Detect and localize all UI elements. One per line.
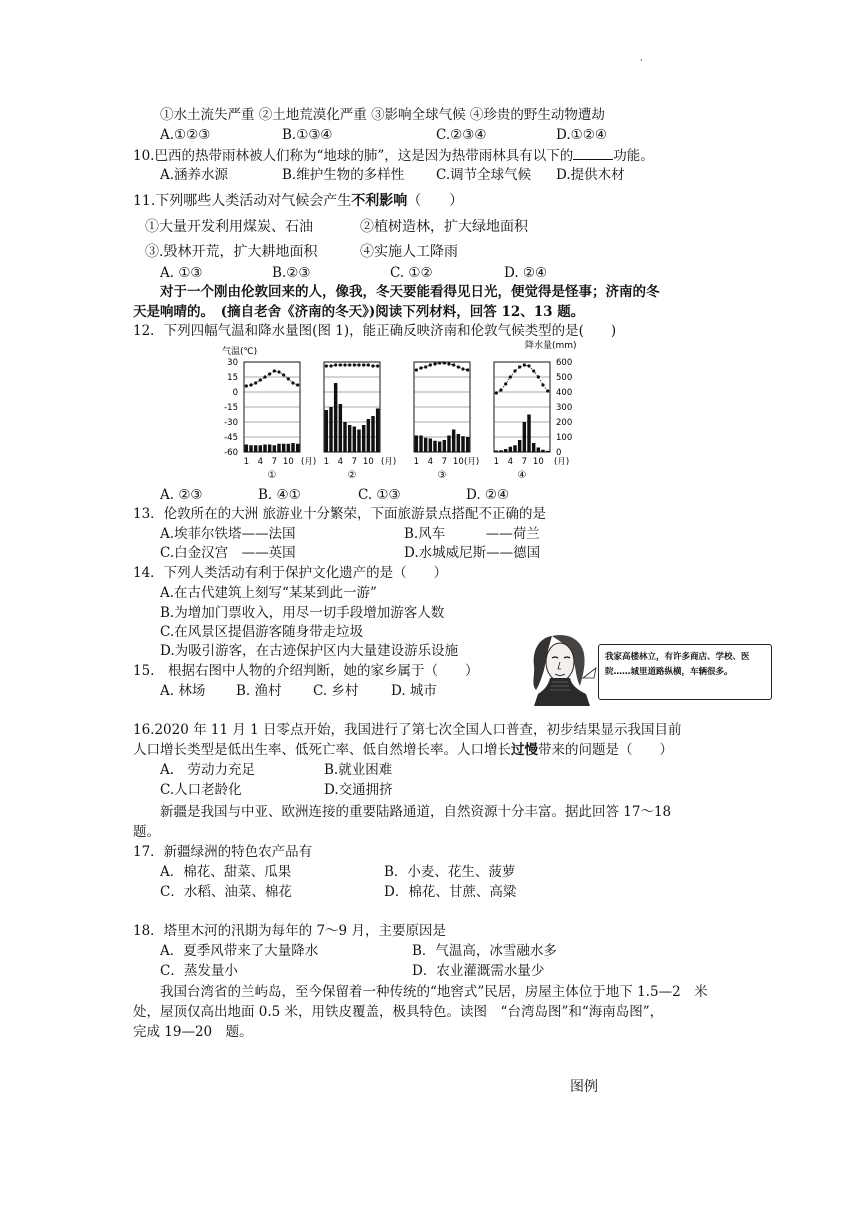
q10-choice-d[interactable]: D.提供木材 bbox=[556, 167, 625, 183]
temperature-point bbox=[287, 377, 290, 380]
temperature-point bbox=[254, 381, 257, 384]
temperature-point bbox=[371, 364, 374, 367]
climate-panel-3 bbox=[414, 361, 480, 481]
temperature-point bbox=[438, 361, 441, 364]
q11-stem-a: 11.下列哪些人类活动对气候会产生 bbox=[133, 193, 352, 209]
precipitation-bar bbox=[495, 451, 498, 453]
climate-panel-1 bbox=[244, 362, 317, 481]
temperature-point bbox=[334, 363, 337, 366]
precipitation-bar bbox=[334, 383, 337, 452]
q9-options-line: ①水土流失严重 ②土地荒漠化严重 ③影响全球气候 ④珍贵的野生动物遭劫 bbox=[160, 107, 605, 123]
precipitation-bar bbox=[499, 450, 502, 452]
q17-choice-d[interactable]: D．棉花、甘蔗、高粱 bbox=[384, 884, 517, 900]
q12-stem: 12．下列四幅气温和降水量图(图 1)，能正确反映济南和伦敦气候类型的是( ) bbox=[133, 323, 617, 339]
q10-choice-b[interactable]: B.维护生物的多样性 bbox=[282, 167, 405, 183]
q14-choice-b[interactable]: B.为增加门票收入，用尽一切手段增加游客人数 bbox=[160, 605, 445, 621]
precipitation-tick-label: 0 bbox=[556, 448, 562, 458]
temperature-point bbox=[362, 363, 365, 366]
precipitation-tick-label: 500 bbox=[556, 373, 573, 383]
q11-stem-b: （ ） bbox=[407, 193, 464, 209]
q17-choice-b[interactable]: B．小麦、花生、菠萝 bbox=[384, 864, 516, 880]
temperature-line bbox=[246, 371, 297, 386]
q13-choice-a[interactable]: A.埃菲尔铁塔——法国 bbox=[160, 526, 296, 542]
temperature-point bbox=[348, 363, 351, 366]
q16-stem-line-1: 16.2020 年 11 月 1 日零点开始，我国进行了第七次全国人口普查，初步结果显示我国目前 bbox=[133, 722, 682, 738]
q18-stem: 18．塔里木河的汛期为每年的 7～9 月，主要原因是 bbox=[133, 923, 446, 939]
month-tick-label: 4 bbox=[507, 457, 514, 467]
q13-stem: 13．伦敦所在的大洲 旅游业十分繁荣，下面旅游景点搭配不正确的是 bbox=[133, 506, 546, 522]
q16-stem-line-2 bbox=[133, 741, 673, 759]
q13-choice-c[interactable]: C.白金汉宫 ——英国 bbox=[160, 545, 296, 561]
month-tick-label: 10 bbox=[452, 457, 464, 467]
month-unit-label: (月) bbox=[301, 457, 317, 467]
month-tick-label: 7 bbox=[271, 457, 278, 467]
q11-stem-bold: 不利影响 bbox=[351, 193, 408, 209]
month-tick-label: 4 bbox=[427, 457, 434, 467]
q12-choice-b[interactable]: B. ④① bbox=[258, 487, 301, 503]
precipitation-bar bbox=[466, 437, 469, 452]
temperature-point bbox=[532, 369, 535, 372]
temperature-point bbox=[353, 363, 356, 366]
month-tick-label: 7 bbox=[521, 457, 528, 467]
climate-chart bbox=[0, 0, 860, 500]
precipitation-bar bbox=[541, 450, 544, 452]
temperature-point bbox=[537, 375, 540, 378]
passage-lanyu-line-2: 处，屋顶仅高出地面 0.5 米，用铁皮覆盖，极具特色。读图 “台湾岛图”和“海南岛图”， bbox=[133, 1004, 664, 1020]
temperature-point bbox=[291, 381, 294, 384]
map-legend-label: 图例 bbox=[570, 1079, 598, 1095]
temperature-point bbox=[329, 364, 332, 367]
woman-illustration bbox=[524, 630, 606, 706]
q16-choice-c[interactable]: C.人口老龄化 bbox=[160, 782, 242, 798]
temperature-tick-label: 15 bbox=[227, 373, 238, 383]
q16-stem-2a: 人口增长类型是低出生率、低死亡率、低自然增长率。人口增长 bbox=[133, 742, 511, 758]
precipitation-axis-label: 降水量(mm) bbox=[525, 341, 577, 351]
month-tick-label: 10 bbox=[532, 457, 544, 467]
panel-label: ④ bbox=[517, 470, 527, 481]
month-tick-label: 10 bbox=[282, 457, 294, 467]
passage-xinjiang-line-2: 题。 bbox=[133, 824, 160, 840]
temperature-point bbox=[376, 364, 379, 367]
month-unit-label: (月) bbox=[381, 457, 397, 467]
month-unit-label: (月) bbox=[464, 457, 480, 467]
temperature-line bbox=[496, 365, 547, 393]
q16-choice-d[interactable]: D.交通拥挤 bbox=[324, 782, 393, 798]
precipitation-bar bbox=[245, 445, 248, 453]
temperature-point bbox=[541, 383, 544, 386]
month-tick-label: 1 bbox=[323, 457, 330, 467]
temperature-point bbox=[259, 378, 262, 381]
month-tick-label: 1 bbox=[493, 457, 500, 467]
panel-label: ① bbox=[267, 470, 277, 481]
precipitation-bar bbox=[254, 445, 257, 452]
q15-choice-c[interactable]: C. 乡村 bbox=[313, 683, 359, 699]
month-tick-label: 4 bbox=[257, 457, 264, 467]
precipitation-bar bbox=[287, 444, 290, 452]
temperature-line bbox=[326, 365, 377, 366]
q12-choice-d[interactable]: D. ②④ bbox=[466, 487, 510, 503]
precipitation-bar bbox=[273, 445, 276, 452]
month-tick-label: 1 bbox=[413, 457, 420, 467]
corner-mark: · bbox=[640, 56, 643, 66]
precipitation-bar bbox=[325, 410, 328, 452]
q10-stem-a: 10.巴西的热带雨林被人们称为“地球的肺”，这是因为热带雨林具有以下的 bbox=[133, 148, 574, 164]
q16-choice-a[interactable]: A. 劳动力充足 bbox=[160, 762, 256, 778]
precipitation-bar bbox=[438, 442, 441, 453]
temperature-point bbox=[457, 365, 460, 368]
precipitation-bar bbox=[362, 425, 365, 452]
passage-xinjiang-line-1: 新疆是我国与中亚、欧洲连接的重要陆路通道，自然资源十分丰富。据此回答 17～18 bbox=[160, 804, 672, 820]
q16-stem-2b: 带来的问题是（ ） bbox=[538, 742, 673, 758]
temperature-tick-label: -15 bbox=[224, 403, 238, 413]
temperature-point bbox=[433, 362, 436, 365]
precipitation-bar bbox=[447, 436, 450, 453]
temperature-point bbox=[461, 367, 464, 370]
month-tick-label: 7 bbox=[351, 457, 358, 467]
q9-choice-c[interactable]: C.②③④ bbox=[436, 127, 487, 143]
temperature-point bbox=[277, 370, 280, 373]
precipitation-bar bbox=[415, 436, 418, 453]
panel-label: ② bbox=[347, 470, 357, 481]
month-tick-label: 1 bbox=[243, 457, 250, 467]
temperature-point bbox=[452, 363, 455, 366]
precipitation-bar bbox=[452, 430, 455, 453]
precipitation-bar bbox=[353, 427, 356, 453]
temperature-axis-label: 气温(℃) bbox=[222, 347, 258, 357]
precipitation-bar bbox=[527, 415, 530, 453]
precipitation-bar bbox=[348, 425, 351, 452]
passage-lanyu-line-1: 我国台湾省的兰屿岛，至今保留着一种传统的“地窖式”民居，房屋主体位于地下 1.5—2 米 bbox=[160, 984, 708, 1000]
temperature-tick-label: -30 bbox=[224, 418, 238, 428]
precipitation-bar bbox=[282, 444, 285, 452]
q9-choice-b[interactable]: B.①③④ bbox=[282, 127, 333, 143]
precipitation-bar bbox=[504, 449, 507, 452]
precipitation-bar bbox=[371, 416, 374, 452]
q18-choice-d[interactable]: D．农业灌溉需水量少 bbox=[412, 963, 545, 979]
precipitation-bar bbox=[259, 445, 262, 452]
temperature-point bbox=[245, 384, 248, 387]
q17-choice-a[interactable]: A．棉花、甜菜、瓜果 bbox=[160, 864, 292, 880]
precipitation-bar bbox=[376, 409, 379, 453]
q11-choice-b[interactable]: B.②③ bbox=[272, 265, 311, 281]
q11-option-2: ②植树造林，扩大绿地面积 bbox=[360, 219, 528, 235]
precipitation-bar bbox=[513, 445, 516, 452]
temperature-point bbox=[443, 361, 446, 364]
q9-choice-d[interactable]: D.①②④ bbox=[556, 127, 607, 143]
q10-stem-b: 功能。 bbox=[613, 148, 654, 164]
q16-choice-b[interactable]: B.就业困难 bbox=[324, 762, 393, 778]
q10-choice-a[interactable]: A.涵养水源 bbox=[160, 167, 229, 183]
temperature-point bbox=[513, 369, 516, 372]
q16-stem-bold: 过慢 bbox=[511, 742, 538, 758]
month-tick-label: 4 bbox=[337, 457, 344, 467]
q18-choice-c[interactable]: C．蒸发量小 bbox=[160, 963, 238, 979]
precipitation-bar bbox=[296, 444, 299, 452]
temperature-point bbox=[249, 383, 252, 386]
temperature-point bbox=[546, 389, 549, 392]
passage-jinan-line-2: 天是响晴的。 (摘自老舍《济南的冬天》)阅读下列材料，回答 12、13 题。 bbox=[133, 304, 585, 320]
precipitation-bar bbox=[518, 440, 521, 452]
precipitation-bar bbox=[291, 443, 294, 452]
q15-choice-a[interactable]: A. 林场 bbox=[160, 683, 206, 699]
temperature-point bbox=[499, 388, 502, 391]
temperature-point bbox=[263, 375, 266, 378]
temperature-point bbox=[419, 366, 422, 369]
q11-option-1: ①大量开发利用煤炭、石油 bbox=[145, 219, 313, 235]
temperature-point bbox=[296, 383, 299, 386]
temperature-point bbox=[527, 364, 530, 367]
temperature-point bbox=[415, 368, 418, 371]
q14-stem: 14．下列人类活动有利于保护文化遗产的是（ ） bbox=[133, 565, 448, 581]
precipitation-bar bbox=[429, 439, 432, 453]
climate-panel-2 bbox=[324, 362, 397, 481]
temperature-tick-label: -60 bbox=[224, 448, 238, 458]
precipitation-bar bbox=[424, 438, 427, 452]
q12-choice-c[interactable]: C. ①③ bbox=[358, 487, 401, 503]
temperature-point bbox=[495, 391, 498, 394]
temperature-point bbox=[343, 363, 346, 366]
q14-choice-d[interactable]: D.为吸引游客，在古迹保护区内大量建设游乐设施 bbox=[160, 643, 459, 659]
q15-stem: 15. 根据右图中人物的介绍判断，她的家乡属于（ ） bbox=[133, 663, 479, 679]
passage-jinan-line-1: 对于一个刚由伦敦回来的人，像我，冬天要能看得见日光，便觉得是怪事；济南的冬 bbox=[160, 284, 660, 300]
precipitation-bar bbox=[329, 407, 332, 452]
q18-choice-a[interactable]: A．夏季风带来了大量降水 bbox=[160, 943, 319, 959]
q14-choice-c[interactable]: C.在风景区提倡游客随身带走垃圾 bbox=[160, 624, 364, 640]
temperature-point bbox=[357, 363, 360, 366]
precipitation-bar bbox=[546, 451, 549, 452]
precipitation-bar bbox=[367, 419, 370, 452]
q12-choice-a[interactable]: A. ②③ bbox=[160, 487, 203, 503]
temperature-point bbox=[268, 372, 271, 375]
precipitation-bar bbox=[357, 430, 360, 453]
q9-choice-a[interactable]: A.①②③ bbox=[160, 127, 211, 143]
temperature-point bbox=[504, 382, 507, 385]
temperature-point bbox=[523, 363, 526, 366]
precipitation-bar bbox=[461, 436, 464, 452]
month-tick-label: 10 bbox=[362, 457, 374, 467]
precipitation-bar bbox=[433, 441, 436, 452]
temperature-point bbox=[447, 362, 450, 365]
q15-choice-d[interactable]: D. 城市 bbox=[391, 683, 437, 699]
precipitation-bar bbox=[277, 444, 280, 452]
precipitation-bar bbox=[419, 436, 422, 453]
q11-option-4: ④实施人工降雨 bbox=[360, 244, 458, 260]
temperature-point bbox=[367, 363, 370, 366]
q14-choice-a[interactable]: A.在古代建筑上刻写“某某到此一游” bbox=[160, 585, 377, 601]
temperature-tick-label: 0 bbox=[232, 388, 238, 398]
q10-choice-c[interactable]: C.调节全球气候 bbox=[436, 167, 532, 183]
q13-choice-b[interactable]: B.风车 ——荷兰 bbox=[404, 526, 540, 542]
temperature-point bbox=[424, 365, 427, 368]
precipitation-bar bbox=[343, 422, 346, 452]
precipitation-tick-label: 200 bbox=[556, 418, 573, 428]
month-tick-label: 7 bbox=[441, 457, 448, 467]
precipitation-tick-label: 100 bbox=[556, 433, 573, 443]
q18-choice-b[interactable]: B．气温高，冰雪融水多 bbox=[412, 943, 557, 959]
temperature-point bbox=[509, 375, 512, 378]
precipitation-bar bbox=[443, 440, 446, 452]
temperature-point bbox=[325, 364, 328, 367]
precipitation-tick-label: 400 bbox=[556, 388, 573, 398]
precipitation-bar bbox=[532, 443, 535, 452]
precipitation-bar bbox=[339, 404, 342, 452]
precipitation-bar bbox=[509, 447, 512, 452]
temperature-point bbox=[282, 373, 285, 376]
precipitation-bar bbox=[268, 445, 271, 453]
q15-choice-b[interactable]: B. 渔村 bbox=[236, 683, 282, 699]
q11-choice-c[interactable]: C. ①② bbox=[390, 265, 433, 281]
q11-choice-d[interactable]: D. ②④ bbox=[504, 265, 548, 281]
q11-option-3: ③.毁林开荒，扩大耕地面积 bbox=[145, 244, 318, 260]
precipitation-bar bbox=[537, 448, 540, 453]
q17-choice-c[interactable]: C．水稻、油菜、棉花 bbox=[160, 884, 292, 900]
precipitation-bar bbox=[249, 445, 252, 452]
temperature-point bbox=[339, 363, 342, 366]
temperature-line bbox=[416, 363, 467, 370]
temperature-point bbox=[429, 363, 432, 366]
temperature-tick-label: 30 bbox=[227, 358, 238, 368]
precipitation-bar bbox=[523, 422, 526, 452]
precipitation-tick-label: 600 bbox=[556, 358, 573, 368]
passage-lanyu-line-3: 完成 19—20 题。 bbox=[133, 1024, 253, 1040]
temperature-point bbox=[466, 368, 469, 371]
q13-choice-d[interactable]: D.水城威尼斯——德国 bbox=[404, 545, 541, 561]
speech-bubble: 我家高楼林立，有许多商店、学校、医院……城里道路纵横，车辆很多。 bbox=[598, 644, 772, 700]
month-unit-label: (月) bbox=[554, 457, 570, 467]
precipitation-tick-label: 300 bbox=[556, 403, 573, 413]
precipitation-bar bbox=[457, 434, 460, 452]
precipitation-bar bbox=[263, 445, 266, 453]
temperature-point bbox=[273, 369, 276, 372]
panel-label: ③ bbox=[437, 470, 447, 481]
temperature-point bbox=[518, 365, 521, 368]
temperature-tick-label: -45 bbox=[224, 433, 238, 443]
q11-choice-a[interactable]: A. ①③ bbox=[160, 265, 203, 281]
q17-stem: 17．新疆绿洲的特色农产品有 bbox=[133, 844, 313, 860]
